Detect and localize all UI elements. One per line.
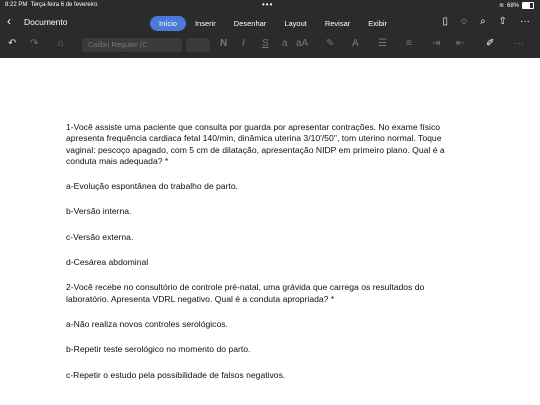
bold-icon[interactable]: N bbox=[220, 38, 228, 49]
share-icon[interactable]: ⇧ bbox=[498, 16, 507, 27]
redo-icon[interactable]: ↷ bbox=[30, 38, 39, 49]
outdent-icon[interactable]: ⇤ bbox=[456, 38, 465, 49]
question-2: 2-Você recebe no consultório de controle pré-natal, uma grávida que carrega os resultados do laboratório. Apresenta VDRL negativo. Qual é a conduta apropriada? * bbox=[66, 282, 425, 304]
indent-icon[interactable]: ⇥ bbox=[432, 38, 441, 49]
underline-icon[interactable]: S bbox=[262, 38, 269, 49]
tab-desenhar[interactable]: Desenhar bbox=[233, 19, 267, 28]
numbering-icon[interactable]: ≡ bbox=[406, 38, 412, 49]
draw-pen-icon[interactable]: ✐ bbox=[486, 38, 495, 49]
toolbar-more-icon[interactable]: ··· bbox=[514, 38, 524, 49]
title-row bbox=[0, 12, 540, 32]
status-right bbox=[499, 2, 534, 9]
font-selector[interactable]: Calibri Regular (C bbox=[82, 38, 182, 52]
more-text-options-icon[interactable]: a bbox=[282, 38, 288, 49]
battery-icon bbox=[522, 2, 534, 9]
multitask-dots[interactable]: ••• bbox=[262, 0, 274, 9]
tab-inserir[interactable]: Inserir bbox=[194, 19, 216, 28]
q2-option-c: c-Repetir o estudo pela possibilidade de falsos negativos. bbox=[66, 369, 286, 380]
bullets-icon[interactable]: ☰ bbox=[378, 38, 387, 49]
document-body[interactable] bbox=[66, 122, 466, 381]
more-icon[interactable]: ··· bbox=[520, 16, 530, 27]
q1-option-d: d-Cesárea abdominal bbox=[66, 257, 149, 268]
tab-inicio[interactable]: Início bbox=[150, 16, 186, 31]
font-size-box[interactable] bbox=[186, 38, 210, 52]
undo-icon[interactable]: ↶ bbox=[8, 38, 17, 49]
search-icon[interactable]: ⌕ bbox=[480, 16, 486, 27]
q1-option-a: a-Evolução espontânea do trabalho de parto. bbox=[66, 181, 239, 192]
status-bar bbox=[0, 0, 540, 10]
tab-revisar[interactable]: Revisar bbox=[324, 19, 351, 28]
tab-exibir[interactable]: Exibir bbox=[368, 19, 388, 28]
font-size-change-icon[interactable]: aA bbox=[296, 38, 309, 49]
q2-option-b: b-Repetir teste serológico no momento do parto. bbox=[66, 344, 251, 355]
status-time: 8:22 PM Terça-feira 6 de fevereiro bbox=[5, 2, 98, 8]
q1-option-b: b-Versão interna. bbox=[66, 206, 132, 217]
q2-option-a: a-Não realiza novos controles serológicos. bbox=[66, 318, 228, 329]
highlight-icon[interactable]: ✎ bbox=[326, 38, 335, 49]
font-color-icon[interactable]: A bbox=[352, 38, 359, 49]
header-actions bbox=[443, 16, 530, 27]
battery-percent: 68% bbox=[506, 2, 519, 9]
back-chevron-icon[interactable]: ‹ bbox=[7, 14, 11, 28]
format-painter-icon[interactable]: ⌂ bbox=[58, 38, 65, 49]
q1-option-c: c-Versão externa. bbox=[66, 231, 134, 242]
lightbulb-icon[interactable]: ◌ bbox=[461, 16, 467, 27]
formatting-toolbar bbox=[0, 35, 540, 55]
wifi-icon: ≋ bbox=[498, 3, 504, 9]
app-chrome bbox=[0, 0, 540, 58]
question-1: 1-Você assiste uma paciente que consulta por guarda por apresentar contrações. No exame físico apresenta frequência cardiaca fetal 140/min, dinâmica uterina 3/10'/50'', tom uterino normal. Toque vaginal: pescoço apagado, com 5 cm de dilatação, apresentação NIDP em primeiro plano. Qual é a conduta mais adequada? * bbox=[66, 122, 445, 166]
ribbon-tabs bbox=[150, 16, 396, 31]
italic-icon[interactable]: I bbox=[242, 38, 245, 49]
document-title[interactable]: Documento bbox=[24, 17, 68, 27]
phone-view-icon[interactable]: ▯ bbox=[442, 16, 449, 27]
tab-layout[interactable]: Layout bbox=[284, 19, 307, 28]
